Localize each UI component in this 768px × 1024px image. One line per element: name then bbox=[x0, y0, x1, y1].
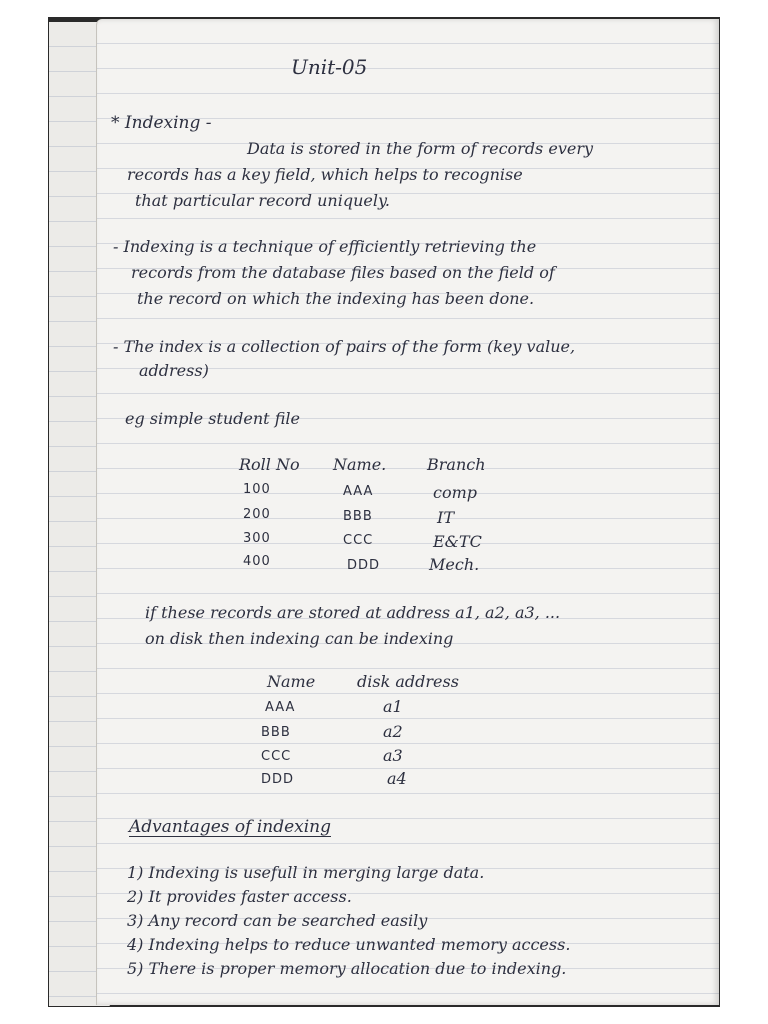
address-line-2: on disk then indexing can be indexing bbox=[145, 629, 454, 648]
index-row-1-name: AAA bbox=[265, 700, 296, 715]
point1-line-3: the record on which the indexing has been done. bbox=[137, 289, 535, 308]
intro-line-2: records has a key field, which helps to recognise bbox=[127, 165, 523, 184]
point2-line-2: address) bbox=[139, 361, 209, 380]
advantage-5: 5) There is proper memory allocation due to indexing. bbox=[127, 959, 567, 978]
student-row-1-name: AAA bbox=[343, 484, 374, 499]
page-title: Unit-05 bbox=[291, 55, 368, 79]
student-row-2-rollno: 200 bbox=[243, 507, 271, 522]
advantage-1: 1) Indexing is usefull in merging large data. bbox=[127, 863, 485, 882]
index-row-4-name: DDD bbox=[261, 772, 295, 787]
point2-line-1: - The index is a collection of pairs of the form (key value, bbox=[113, 337, 576, 356]
student-header-branch: Branch bbox=[427, 455, 486, 474]
index-row-1-address: a1 bbox=[383, 697, 403, 716]
index-header-address: disk address bbox=[357, 672, 459, 691]
student-row-2-name: BBB bbox=[343, 509, 373, 524]
student-row-3-branch: E&TC bbox=[433, 532, 482, 551]
student-row-2-branch: IT bbox=[437, 508, 454, 527]
student-row-4-rollno: 400 bbox=[243, 554, 271, 569]
address-line-1: if these records are stored at address a1, a2, a3, ... bbox=[145, 603, 561, 622]
notebook-page bbox=[96, 19, 719, 1005]
advantage-4: 4) Indexing helps to reduce unwanted memory access. bbox=[127, 935, 571, 954]
intro-line-1: Data is stored in the form of records every bbox=[247, 139, 594, 158]
advantage-3: 3) Any record can be searched easily bbox=[127, 911, 428, 930]
student-row-1-branch: comp bbox=[433, 483, 478, 502]
index-header-name: Name bbox=[267, 672, 316, 691]
index-row-2-address: a2 bbox=[383, 722, 403, 741]
advantages-heading: Advantages of indexing bbox=[129, 817, 331, 837]
section-heading: * Indexing - bbox=[111, 113, 212, 133]
intro-line-3: that particular record uniquely. bbox=[135, 191, 390, 210]
student-row-4-branch: Mech. bbox=[429, 555, 480, 574]
student-row-1-rollno: 100 bbox=[243, 482, 271, 497]
student-row-3-rollno: 300 bbox=[243, 531, 271, 546]
student-header-rollno: Roll No bbox=[239, 455, 300, 474]
point1-line-1: - Indexing is a technique of efficiently retrieving the bbox=[113, 237, 537, 256]
example-label: eg simple student file bbox=[125, 409, 300, 428]
index-row-2-name: BBB bbox=[261, 725, 291, 740]
index-row-3-address: a3 bbox=[383, 746, 403, 765]
point1-line-2: records from the database files based on the field of bbox=[131, 263, 555, 282]
student-row-4-name: DDD bbox=[347, 558, 381, 573]
index-row-3-name: CCC bbox=[261, 749, 292, 764]
student-header-name: Name. bbox=[333, 455, 387, 474]
index-row-4-address: a4 bbox=[387, 769, 407, 788]
advantage-2: 2) It provides faster access. bbox=[127, 887, 352, 906]
student-row-3-name: CCC bbox=[343, 533, 374, 548]
